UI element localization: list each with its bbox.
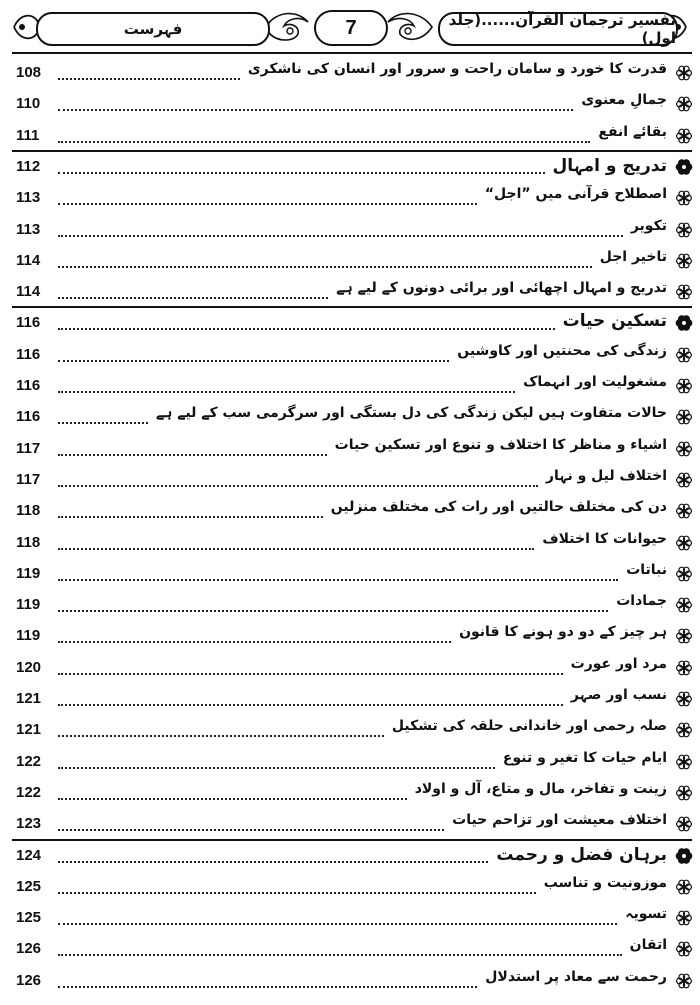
toc-row xyxy=(12,780,695,810)
toc-row xyxy=(12,342,695,372)
leader-dots xyxy=(58,109,573,111)
toc-page-number: 114 xyxy=(16,251,41,269)
toc-page-number: 118 xyxy=(16,533,41,551)
leader-dots xyxy=(58,235,623,237)
toc-row xyxy=(12,60,695,90)
leader-dots xyxy=(58,673,563,675)
toc-row xyxy=(12,91,695,121)
rosette-bullet-icon xyxy=(675,252,693,270)
leader-dots xyxy=(58,203,477,205)
section-divider xyxy=(12,150,692,152)
toc-row xyxy=(12,185,695,215)
toc-heading-row xyxy=(12,154,695,184)
rosette-bullet-icon xyxy=(675,690,693,708)
toc-row xyxy=(12,467,695,497)
rosette-bullet-icon xyxy=(675,784,693,802)
toc-row xyxy=(12,592,695,622)
toc-row xyxy=(12,217,695,247)
rosette-bullet-icon xyxy=(675,534,693,552)
rosette-bullet-icon xyxy=(675,659,693,677)
toc-page-number: 122 xyxy=(16,783,42,801)
leader-dots xyxy=(58,454,327,456)
toc-entry-title: صلہ رحمی اور خاندانی حلقہ کی تشکیل xyxy=(391,718,667,735)
toc-row xyxy=(12,373,695,403)
toc-entry-title: ایام حیات کا تغیر و تنوع xyxy=(502,749,667,766)
toc-row xyxy=(12,561,695,591)
toc-heading-row xyxy=(12,310,695,340)
toc-entry-title: تسویہ xyxy=(625,906,667,923)
toc-entry-title: تکویر xyxy=(630,217,667,234)
flower-bullet-icon xyxy=(675,314,693,332)
rosette-bullet-icon xyxy=(675,972,693,990)
section-divider xyxy=(12,839,692,841)
toc-entry-title: مشغولیت اور انہماک xyxy=(523,374,667,390)
toc-row xyxy=(12,123,695,153)
rosette-bullet-icon xyxy=(675,127,693,145)
toc-row xyxy=(12,968,695,998)
page-number: 7 xyxy=(314,10,388,46)
rosette-bullet-icon xyxy=(675,221,693,239)
toc-page-number: 108 xyxy=(16,64,42,81)
toc-entry-title: اتقان xyxy=(629,937,667,954)
leader-dots xyxy=(58,767,495,769)
toc-page-number: 125 xyxy=(16,877,42,895)
toc-row xyxy=(12,530,695,560)
leader-dots xyxy=(58,641,451,643)
leader-dots xyxy=(58,861,488,863)
rosette-bullet-icon xyxy=(675,753,693,771)
toc-page-number: 113 xyxy=(16,220,41,238)
toc-page-number: 117 xyxy=(16,470,41,488)
leader-dots xyxy=(58,829,444,831)
leader-dots xyxy=(58,422,148,424)
toc-page-number: 120 xyxy=(16,658,42,676)
toc-entry-title: اختلاف معیشت اور تزاحم حیات xyxy=(452,812,667,829)
toc-row xyxy=(12,279,695,309)
toc-page-number: 119 xyxy=(16,596,41,614)
toc-page-number: 116 xyxy=(16,377,41,394)
leader-dots xyxy=(58,172,545,174)
toc-entry-title: اشیاء و مناظر کا اختلاف و تنوع اور تسکین حیات xyxy=(334,436,667,453)
leader-dots xyxy=(58,704,563,706)
toc-page-number: 114 xyxy=(16,283,41,301)
toc-page-number: 123 xyxy=(16,815,42,833)
rosette-bullet-icon xyxy=(675,909,693,927)
toc-entry-title: دن کی مختلف حالتیں اور رات کی مختلف منزلیں xyxy=(330,499,667,516)
toc-entry-title: زینت و تفاخر، مال و متاع، آل و اولاد xyxy=(414,780,667,797)
leader-dots xyxy=(58,328,555,330)
leader-dots xyxy=(58,610,608,612)
rosette-bullet-icon xyxy=(675,502,693,520)
leader-dots xyxy=(58,735,384,737)
toc-row xyxy=(12,248,695,278)
toc-entry-title: مرد اور عورت xyxy=(570,655,667,672)
rosette-bullet-icon xyxy=(675,721,693,739)
leader-dots xyxy=(58,516,323,518)
leader-dots xyxy=(58,892,536,894)
toc-row xyxy=(12,623,695,653)
toc-page-number: 116 xyxy=(16,408,41,426)
toc-page-number: 118 xyxy=(16,502,41,520)
toc-row xyxy=(12,655,695,685)
toc-row xyxy=(12,811,695,841)
flower-bullet-icon xyxy=(675,847,693,865)
toc-entry-title: اصطلاح قرآنی میں ”اجل“ xyxy=(484,186,667,203)
section-divider xyxy=(12,306,692,308)
toc-row xyxy=(12,686,695,716)
toc-page-number: 122 xyxy=(16,752,42,770)
flower-bullet-icon xyxy=(675,158,693,176)
toc-entry-title: ہر چیز کے دو دو ہونے کا قانون xyxy=(459,624,667,641)
toc-row xyxy=(12,717,695,747)
leader-dots xyxy=(58,798,407,800)
toc-entry-title: اختلاف لیل و نہار xyxy=(545,467,667,484)
toc-heading-row xyxy=(12,843,695,873)
toc-entry-title: نسب اور صہر xyxy=(570,687,667,703)
leader-dots xyxy=(58,266,592,268)
toc-row xyxy=(12,936,695,966)
toc-page-number: 113 xyxy=(16,189,41,207)
toc-row xyxy=(12,874,695,904)
leader-dots xyxy=(58,579,618,581)
toc-entry-title: برہان فضل و رحمت xyxy=(496,844,667,865)
toc-page-number: 125 xyxy=(16,909,42,927)
toc-page-number: 112 xyxy=(16,157,41,175)
leader-dots xyxy=(58,485,538,487)
toc-page-number: 126 xyxy=(16,940,42,958)
header-rule xyxy=(12,52,692,54)
toc-page-number: 121 xyxy=(16,721,42,739)
leader-dots xyxy=(58,548,534,550)
rosette-bullet-icon xyxy=(675,627,693,645)
leader-dots xyxy=(58,360,449,362)
rosette-bullet-icon xyxy=(675,471,693,489)
toc-row xyxy=(12,749,695,779)
rosette-bullet-icon xyxy=(675,815,693,833)
toc-page-number: 119 xyxy=(16,627,41,645)
toc-entry-title: جمالِ معنوی xyxy=(581,92,667,109)
section-label-box xyxy=(36,12,270,46)
page-header xyxy=(8,4,692,48)
book-title-box xyxy=(438,12,678,46)
toc-entry-title: حالات متفاوت ہیں لیکن زندگی کی دل بستگی اور سرگرمی سب کے لیے ہے xyxy=(155,405,667,422)
book-title: تفسیر ترجمان القرآن......(جلد اول) xyxy=(448,11,676,47)
leader-dots xyxy=(58,986,477,988)
toc-entry-title: نباتات xyxy=(626,561,667,578)
toc-entry-title: تدریج و امہال xyxy=(552,155,667,176)
rosette-bullet-icon xyxy=(675,346,693,364)
leader-dots xyxy=(58,954,622,956)
toc-page-number: 111 xyxy=(16,126,40,144)
leader-dots xyxy=(58,141,590,143)
toc-page-number: 119 xyxy=(16,564,41,582)
rosette-bullet-icon xyxy=(675,596,693,614)
leader-dots xyxy=(58,78,240,80)
toc-entry-title: تسکین حیات xyxy=(562,311,667,332)
toc-page-number: 124 xyxy=(16,846,42,864)
toc-page-number: 126 xyxy=(16,971,42,989)
toc-page-number: 116 xyxy=(16,314,41,332)
toc-page-number: 121 xyxy=(16,690,42,707)
toc-entry-title: رحمت سے معاد پر استدلال xyxy=(485,968,667,985)
section-label: فہرست xyxy=(123,20,183,38)
rosette-bullet-icon xyxy=(675,408,693,426)
rosette-bullet-icon xyxy=(675,440,693,458)
rosette-bullet-icon xyxy=(675,189,693,207)
rosette-bullet-icon xyxy=(675,95,693,113)
toc-page-number: 117 xyxy=(16,439,41,457)
toc-entry-title: موزونیت و تناسب xyxy=(543,874,667,891)
rosette-bullet-icon xyxy=(675,878,693,896)
rosette-bullet-icon xyxy=(675,283,693,301)
toc-entry-title: قدرت کا خورد و سامان راحت و سرور اور انسان کی ناشکری xyxy=(247,61,667,77)
toc-page-number: 110 xyxy=(16,95,41,113)
toc-row xyxy=(12,436,695,466)
toc-entry-title: جمادات xyxy=(616,593,667,610)
rosette-bullet-icon xyxy=(675,940,693,958)
toc-page-number: 116 xyxy=(16,345,41,363)
leader-dots xyxy=(58,923,617,925)
toc-entry-title: تدریج و امہال اچھائی اور برائی دونوں کے لیے ہے xyxy=(336,280,667,297)
rosette-bullet-icon xyxy=(675,64,693,82)
leader-dots xyxy=(58,297,328,299)
toc-row xyxy=(12,498,695,528)
toc-entry-title: زندگی کی محنتیں اور کاوشیں xyxy=(457,342,667,359)
rosette-bullet-icon xyxy=(675,377,693,395)
toc-row xyxy=(12,905,695,935)
rosette-bullet-icon xyxy=(675,565,693,583)
toc-entry-title: تاخیر اجل xyxy=(599,248,667,265)
toc-entry-title: حیوانات کا اختلاف xyxy=(542,530,667,547)
leader-dots xyxy=(58,391,515,393)
toc-row xyxy=(12,404,695,434)
toc-entry-title: بقائے انفع xyxy=(598,123,667,140)
